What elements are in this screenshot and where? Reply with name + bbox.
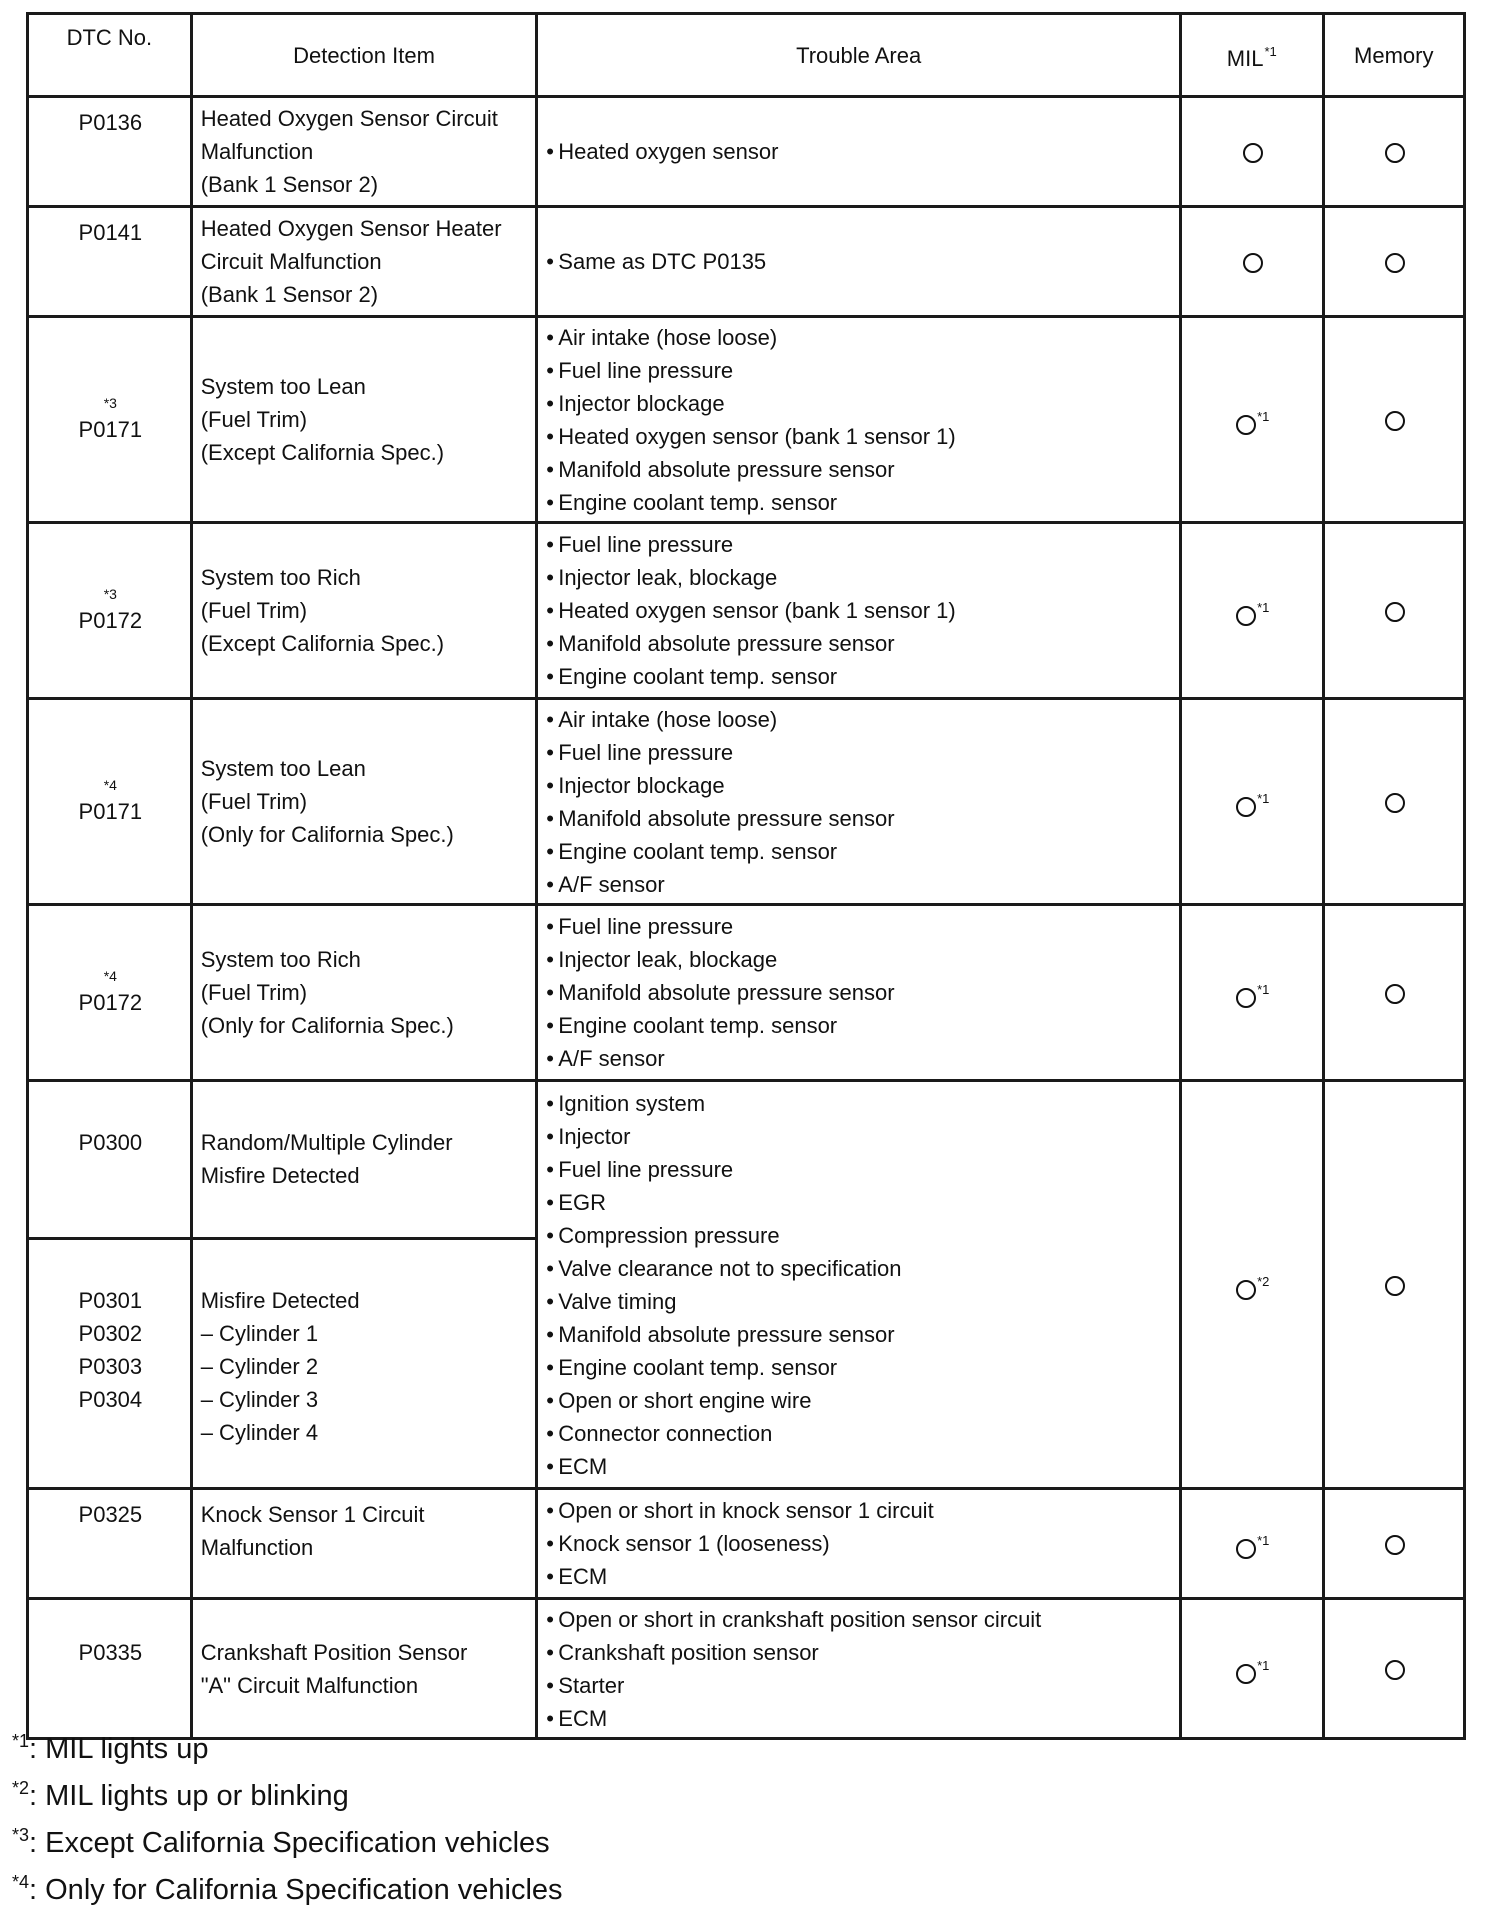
footnote: $^{*2}$: MIL lights up or blinking — [12, 1778, 349, 1812]
circle-mark-icon — [1385, 1276, 1405, 1296]
detection-cell: Heated Oxygen Sensor Circuit Malfunction (Bank 1 Sensor 2) — [191, 97, 537, 207]
circle-mark-icon — [1385, 793, 1405, 813]
mil-cell — [1181, 97, 1323, 207]
table-row — [28, 97, 1465, 207]
circle-mark-icon — [1236, 988, 1256, 1008]
memory-cell — [1323, 207, 1465, 317]
dtc-cell: *3 P0171 — [28, 317, 192, 523]
dtc-cell: *4 P0172 — [28, 905, 192, 1081]
mil-cell: *1 — [1181, 523, 1323, 699]
circle-mark-icon — [1236, 1664, 1256, 1684]
table-row — [28, 1489, 1465, 1599]
circle-mark-icon — [1385, 253, 1405, 273]
circle-mark-icon — [1385, 1535, 1405, 1555]
circle-mark-icon — [1385, 602, 1405, 622]
detection-cell: Heated Oxygen Sensor Heater Circuit Malfunction (Bank 1 Sensor 2) — [191, 207, 537, 317]
detection-cell: System too Lean (Fuel Trim) (Except California Spec.) — [191, 317, 537, 523]
trouble-cell: • Same as DTC P0135 — [537, 207, 1181, 317]
dtc-table — [26, 12, 1466, 1740]
trouble-cell: • Fuel line pressure • Injector leak, blockage • Manifold absolute pressure sensor • Engine coolant temp. sensor • A/F sensor — [537, 905, 1181, 1081]
mil-cell: *1 — [1181, 317, 1323, 523]
mil-cell: *1 — [1181, 1599, 1323, 1739]
detection-cell: System too Rich (Fuel Trim) (Except California Spec.) — [191, 523, 537, 699]
dtc-cell: *3 P0172 — [28, 523, 192, 699]
header-dtc: DTC No. — [28, 14, 192, 97]
dtc-cell: P0141 — [28, 207, 192, 317]
trouble-cell: • Air intake (hose loose) • Fuel line pressure • Injector blockage • Heated oxygen sensor (bank 1 sensor 1) • Manifold absolute pressure sensor • Engine coolant temp. sensor — [537, 317, 1181, 523]
detection-cell: Knock Sensor 1 Circuit Malfunction — [191, 1489, 537, 1599]
trouble-cell: • Ignition system • Injector • Fuel line pressure • EGR • Compression pressure • Valve clearance not to specification • Valve timing • Manifold absolute pressure sensor • Engine coolant temp. sensor • Open or short engine wire • Connector connection • ECM — [537, 1081, 1181, 1489]
detection-cell: System too Lean (Fuel Trim) (Only for California Spec.) — [191, 699, 537, 905]
memory-cell — [1323, 523, 1465, 699]
table-header-row — [28, 14, 1465, 97]
memory-cell — [1323, 1081, 1465, 1489]
trouble-cell: • Open or short in knock sensor 1 circuit • Knock sensor 1 (looseness) • ECM — [537, 1489, 1181, 1599]
mil-cell: *1 — [1181, 699, 1323, 905]
trouble-cell: • Fuel line pressure • Injector leak, blockage • Heated oxygen sensor (bank 1 sensor 1) • Manifold absolute pressure sensor • Engine coolant temp. sensor — [537, 523, 1181, 699]
circle-mark-icon — [1385, 411, 1405, 431]
detection-cell: Random/Multiple Cylinder Misfire Detected — [191, 1081, 537, 1239]
dtc-cell: P0300 — [28, 1081, 192, 1239]
trouble-cell: • Air intake (hose loose) • Fuel line pressure • Injector blockage • Manifold absolute pressure sensor • Engine coolant temp. sensor • A/F sensor — [537, 699, 1181, 905]
trouble-cell: • Open or short in crankshaft position sensor circuit • Crankshaft position sensor • Starter • ECM — [537, 1599, 1181, 1739]
memory-cell — [1323, 1599, 1465, 1739]
circle-mark-icon — [1236, 1280, 1256, 1300]
memory-cell — [1323, 905, 1465, 1081]
dtc-cell: P0325 — [28, 1489, 192, 1599]
circle-mark-icon — [1236, 415, 1256, 435]
circle-mark-icon — [1385, 984, 1405, 1004]
circle-mark-icon — [1243, 253, 1263, 273]
memory-cell — [1323, 699, 1465, 905]
table-row — [28, 317, 1465, 523]
trouble-cell: • Heated oxygen sensor — [537, 97, 1181, 207]
detection-cell: System too Rich (Fuel Trim) (Only for California Spec.) — [191, 905, 537, 1081]
circle-mark-icon — [1243, 143, 1263, 163]
circle-mark-icon — [1236, 1539, 1256, 1559]
circle-mark-icon — [1236, 606, 1256, 626]
header-mil: MIL$^{*1}$ — [1181, 14, 1323, 97]
table-row — [28, 1599, 1465, 1739]
footnote: $^{*4}$: Only for California Specification vehicles — [12, 1872, 563, 1906]
circle-mark-icon — [1236, 797, 1256, 817]
table-row — [28, 699, 1465, 905]
footnote: $^{*1}$: MIL lights up — [12, 1731, 209, 1765]
circle-mark-icon — [1385, 1660, 1405, 1680]
mil-cell: *1 — [1181, 905, 1323, 1081]
detection-cell: Misfire Detected – Cylinder 1 – Cylinder 2 – Cylinder 3 – Cylinder 4 — [191, 1239, 537, 1489]
header-detection-item: Detection Item — [191, 14, 537, 97]
header-memory: Memory — [1323, 14, 1465, 97]
table-row — [28, 905, 1465, 1081]
header-trouble-area: Trouble Area — [537, 14, 1181, 97]
mil-cell: *2 — [1181, 1081, 1323, 1489]
dtc-cell: P0136 — [28, 97, 192, 207]
memory-cell — [1323, 97, 1465, 207]
dtc-cell: P0335 — [28, 1599, 192, 1739]
dtc-cell: *4 P0171 — [28, 699, 192, 905]
dtc-cell: P0301 P0302 P0303 P0304 — [28, 1239, 192, 1489]
memory-cell — [1323, 1489, 1465, 1599]
mil-cell: *1 — [1181, 1489, 1323, 1599]
mil-cell — [1181, 207, 1323, 317]
table-row — [28, 207, 1465, 317]
detection-cell: Crankshaft Position Sensor "A" Circuit Malfunction — [191, 1599, 537, 1739]
footnote: $^{*3}$: Except California Specification vehicles — [12, 1825, 550, 1859]
table-row — [28, 523, 1465, 699]
footnotes — [12, 1722, 563, 1910]
table-row — [28, 1081, 1465, 1239]
memory-cell — [1323, 317, 1465, 523]
circle-mark-icon — [1385, 143, 1405, 163]
